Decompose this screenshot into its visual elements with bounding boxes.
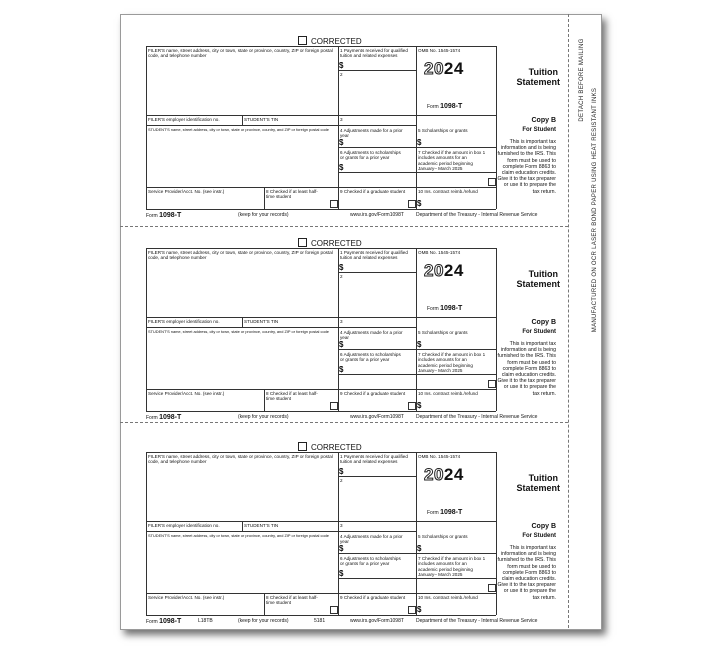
box9-checkbox[interactable]: [408, 200, 416, 208]
footer-form-id: Form 1098-T: [146, 618, 182, 625]
grid-line: [146, 521, 496, 522]
tax-year: 2024: [424, 261, 464, 280]
grid-line: [146, 531, 416, 532]
horizontal-perforation: [120, 422, 568, 423]
box6-dollar: $: [339, 163, 344, 172]
footer-form-id: Form 1098-T: [146, 212, 182, 219]
grid-line: [146, 248, 496, 249]
grid-line: [146, 46, 147, 209]
box9-checkbox[interactable]: [408, 402, 416, 410]
omb-number: OMB No. 1545-1574: [418, 48, 461, 53]
for-student-label: For Student: [522, 533, 556, 539]
form-copy: [146, 36, 560, 220]
filer-name-label: FILER'S name, street address, city or town, state or province, country, ZIP or foreign postal code, and telephone number: [148, 48, 333, 59]
form-copy: [146, 442, 560, 626]
grid-line: [338, 248, 339, 411]
corrected-label: CORRECTED: [311, 239, 362, 248]
grid-line: [264, 389, 265, 411]
box4-label: 4 Adjustments made for a prior year: [340, 330, 403, 341]
grid-line: [264, 593, 265, 615]
box1-dollar: $: [339, 61, 344, 70]
corrected-checkbox-area: [298, 442, 362, 452]
grid-line: [242, 317, 243, 327]
omb-number: OMB No. 1545-1574: [418, 250, 461, 255]
box1-dollar: $: [339, 467, 344, 476]
box7-label: 7 Checked if the amount in box 1 includes amounts for an academic period beginning January– March 2025: [418, 556, 486, 577]
box7-label: 7 Checked if the amount in box 1 includes amounts for an academic period beginning January– March 2025: [418, 150, 486, 171]
title-statement: Statement: [516, 483, 560, 493]
grid-line: [338, 476, 416, 477]
copy-b-label: Copy B: [531, 523, 556, 530]
grid-line: [338, 272, 416, 273]
form-id: Form 1098-T: [427, 509, 463, 516]
filer-name-label: FILER'S name, street address, city or town, state or province, country, ZIP or foreign postal code, and telephone number: [148, 250, 333, 261]
box6-label: 6 Adjustments to scholarships or grants for a prior year: [340, 352, 401, 363]
filer-ein-label: FILER'S employer identification no.: [148, 523, 220, 528]
grid-line: [146, 411, 496, 412]
grid-line: [146, 187, 496, 188]
box2-label: 2: [340, 274, 343, 279]
corrected-label: CORRECTED: [311, 37, 362, 46]
grid-line: [146, 389, 496, 390]
box1-label: 1 Payments received for qualified tuition and related expenses: [340, 250, 408, 261]
footer-department: Department of the Treasury - Internal Revenue Service: [416, 212, 538, 218]
footer-department: Department of the Treasury - Internal Revenue Service: [416, 618, 538, 624]
footer-keep: (keep for your records): [238, 212, 289, 218]
box8-label: 8 Checked if at least half-time student: [266, 189, 318, 200]
box5-label: 5 Scholarships or grants: [418, 534, 468, 539]
box7-checkbox[interactable]: [488, 584, 496, 592]
grid-line: [146, 46, 496, 47]
grid-line: [146, 115, 496, 116]
student-name-label: STUDENT'S name, street address, city or town, state or province, country, and ZIP or foreign postal code: [148, 329, 329, 334]
box10-label: 10 Ins. contract reimb./refund: [418, 189, 478, 194]
form-copy: [146, 238, 560, 422]
box4-dollar: $: [339, 340, 344, 349]
footer-url: www.irs.gov/Form1098T: [350, 212, 404, 218]
horizontal-perforation: [120, 226, 568, 227]
title-tuition: Tuition: [528, 473, 558, 483]
box8-label: 8 Checked if at least half-time student: [266, 595, 318, 606]
box9-label: 9 Checked if a graduate student: [340, 595, 406, 600]
grid-line: [416, 46, 417, 209]
box5-dollar: $: [417, 340, 422, 349]
box5-label: 5 Scholarships or grants: [418, 128, 468, 133]
form-grid: [146, 248, 560, 411]
box3-label: 3: [340, 319, 343, 324]
filer-name-label: FILER'S name, street address, city or town, state or province, country, ZIP or foreign postal code, and telephone number: [148, 454, 333, 465]
box9-label: 9 Checked if a graduate student: [340, 189, 406, 194]
box6-dollar: $: [339, 365, 344, 374]
grid-line: [146, 125, 416, 126]
student-name-label: STUDENT'S name, street address, city or town, state or province, country, and ZIP or foreign postal code: [148, 127, 329, 132]
box10-dollar: $: [417, 605, 422, 614]
grid-line: [146, 248, 147, 411]
box8-checkbox[interactable]: [330, 200, 338, 208]
grid-line: [146, 452, 147, 615]
corrected-checkbox-area: [298, 36, 362, 46]
box6-dollar: $: [339, 569, 344, 578]
paper-notice: MANUFACTURED ON OCR LASER BOND PAPER USING HEAT RESISTANT INKS: [592, 87, 598, 333]
copy-b-label: Copy B: [531, 319, 556, 326]
grid-line: [242, 521, 243, 531]
box5-dollar: $: [417, 138, 422, 147]
vertical-perforation: [568, 14, 569, 628]
grid-line: [264, 187, 265, 209]
box4-label: 4 Adjustments made for a prior year: [340, 128, 403, 139]
footer-url: www.irs.gov/Form1098T: [350, 618, 404, 624]
grid-line: [146, 209, 496, 210]
box5-dollar: $: [417, 544, 422, 553]
box10-dollar: $: [417, 401, 422, 410]
grid-line: [338, 349, 496, 350]
form-grid: [146, 46, 560, 209]
footer-number: 5181: [314, 618, 326, 624]
title-statement: Statement: [516, 77, 560, 87]
title-tuition: Tuition: [528, 269, 558, 279]
box8-checkbox[interactable]: [330, 606, 338, 614]
grid-line: [338, 46, 339, 209]
box10-dollar: $: [417, 199, 422, 208]
title-tuition: Tuition: [528, 67, 558, 77]
grid-line: [338, 374, 496, 375]
box4-label: 4 Adjustments made for a prior year: [340, 534, 403, 545]
omb-number: OMB No. 1545-1574: [418, 454, 461, 459]
grid-line: [146, 327, 416, 328]
title-statement: Statement: [516, 279, 560, 289]
box9-checkbox[interactable]: [408, 606, 416, 614]
grid-line: [416, 248, 417, 411]
tax-year: 2024: [424, 59, 464, 78]
box9-label: 9 Checked if a graduate student: [340, 391, 406, 396]
box6-label: 6 Adjustments to scholarships or grants for a prior year: [340, 556, 401, 567]
grid-line: [416, 452, 417, 615]
box3-label: 3: [340, 117, 343, 122]
box10-label: 10 Ins. contract reimb./refund: [418, 595, 478, 600]
box6-label: 6 Adjustments to scholarships or grants for a prior year: [340, 150, 401, 161]
form-grid: [146, 452, 560, 615]
filer-ein-label: FILER'S employer identification no.: [148, 117, 220, 122]
grid-line: [338, 578, 496, 579]
filer-ein-label: FILER'S employer identification no.: [148, 319, 220, 324]
corrected-checkbox[interactable]: [298, 238, 307, 247]
grid-line: [338, 172, 496, 173]
box2-label: 2: [340, 72, 343, 77]
box7-checkbox[interactable]: [488, 178, 496, 186]
footer-url: www.irs.gov/Form1098T: [350, 414, 404, 420]
student-tin-label: STUDENT'S TIN: [244, 319, 279, 324]
box1-label: 1 Payments received for qualified tuition and related expenses: [340, 454, 408, 465]
form-id: Form 1098-T: [427, 305, 463, 312]
box10-label: 10 Ins. contract reimb./refund: [418, 391, 478, 396]
service-provider-label: Service Provider/Acct. No. (see instr.): [148, 595, 225, 600]
copy-b-label: Copy B: [531, 117, 556, 124]
box4-dollar: $: [339, 544, 344, 553]
box3-label: 3: [340, 523, 343, 528]
box8-checkbox[interactable]: [330, 402, 338, 410]
footer-form-id: Form 1098-T: [146, 414, 182, 421]
grid-line: [146, 593, 496, 594]
box4-dollar: $: [339, 138, 344, 147]
student-name-label: STUDENT'S name, street address, city or town, state or province, country, and ZIP or foreign postal code: [148, 533, 329, 538]
grid-line: [242, 115, 243, 125]
important-notice: This is important tax information and is being furnished to the IRS. This form must be used to complete Form 8863 to claim education credits. Give it to the tax preparer or use it to prepare the tax return.: [497, 139, 556, 195]
box7-label: 7 Checked if the amount in box 1 includes amounts for an academic period beginning January– March 2025: [418, 352, 486, 373]
corrected-checkbox[interactable]: [298, 442, 307, 451]
corrected-label: CORRECTED: [311, 443, 362, 452]
grid-line: [338, 70, 416, 71]
footer-keep: (keep for your records): [238, 618, 289, 624]
box2-label: 2: [340, 478, 343, 483]
grid-line: [146, 615, 496, 616]
footer-department: Department of the Treasury - Internal Revenue Service: [416, 414, 538, 420]
grid-line: [146, 317, 496, 318]
for-student-label: For Student: [522, 127, 556, 133]
grid-line: [338, 553, 496, 554]
form-id: Form 1098-T: [427, 103, 463, 110]
footer-keep: (keep for your records): [238, 414, 289, 420]
box7-checkbox[interactable]: [488, 380, 496, 388]
service-provider-label: Service Provider/Acct. No. (see instr.): [148, 189, 225, 194]
student-tin-label: STUDENT'S TIN: [244, 117, 279, 122]
box8-label: 8 Checked if at least half-time student: [266, 391, 318, 402]
tax-year: 2024: [424, 465, 464, 484]
grid-line: [338, 452, 339, 615]
important-notice: This is important tax information and is being furnished to the IRS. This form must be used to complete Form 8863 to claim education credits. Give it to the tax preparer or use it to prepare the tax return.: [497, 545, 556, 601]
box5-label: 5 Scholarships or grants: [418, 330, 468, 335]
student-tin-label: STUDENT'S TIN: [244, 523, 279, 528]
corrected-checkbox[interactable]: [298, 36, 307, 45]
service-provider-label: Service Provider/Acct. No. (see instr.): [148, 391, 225, 396]
footer-code: L18TB: [198, 618, 213, 624]
for-student-label: For Student: [522, 329, 556, 335]
detach-notice: DETACH BEFORE MAILING: [579, 38, 585, 122]
box1-dollar: $: [339, 263, 344, 272]
grid-line: [338, 147, 496, 148]
corrected-checkbox-area: [298, 238, 362, 248]
box1-label: 1 Payments received for qualified tuition and related expenses: [340, 48, 408, 59]
important-notice: This is important tax information and is being furnished to the IRS. This form must be used to complete Form 8863 to claim education credits. Give it to the tax preparer or use it to prepare the tax return.: [497, 341, 556, 397]
grid-line: [146, 452, 496, 453]
